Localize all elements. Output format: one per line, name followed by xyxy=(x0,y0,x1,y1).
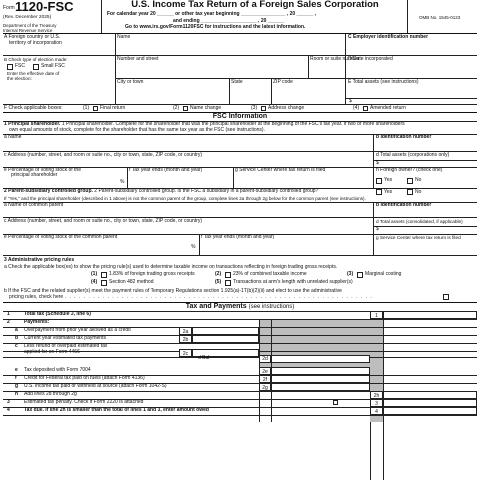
shareholder-service-center-label: g Service Center where tax return is filed xyxy=(235,167,326,173)
line-label: Credit for Federal tax paid on fuels (attach Form 4136) xyxy=(24,375,145,381)
room-label: Room or suite number xyxy=(310,56,360,62)
common-parent-address-label: c Address (number, street, and room or suite no., city or town, state, ZIP code, or country) xyxy=(4,218,203,224)
foreign-owner-yes-label: Yes xyxy=(384,177,393,183)
section-482-checkbox[interactable] xyxy=(101,280,107,286)
line-label: Add lines 2d through 2g xyxy=(24,391,77,397)
tax-line-2g xyxy=(3,383,477,391)
rule-23-checkbox[interactable] xyxy=(225,272,231,278)
tax-line-1 xyxy=(3,311,477,319)
foreign-owner-no-label: No xyxy=(415,177,422,183)
line-ref-2g: 2g xyxy=(259,383,271,391)
line-number: a xyxy=(15,327,18,333)
line-label: Less refund of overpaid estimated tax xyxy=(24,343,108,349)
line-amount-2h[interactable] xyxy=(383,391,477,399)
foreign-owner-no-checkbox[interactable] xyxy=(407,178,413,184)
shareholder-assets-dollar: $ xyxy=(376,160,379,166)
tax-line-2e xyxy=(3,367,477,375)
tax-line-2a xyxy=(3,327,477,335)
line-label: Payments: xyxy=(24,319,50,325)
controlled-group-instructions: If "Yes," and the principal shareholder (described in 1 above) is not the common parent of the group, complete lines 2a through 2g below for the common parent (see instructions). xyxy=(4,196,366,201)
rule-23-label: 23% of combined taxable income xyxy=(233,271,307,277)
form-title: U.S. Income Tax Return of a Foreign Sales Corporation xyxy=(131,0,379,10)
form-2220-checkbox[interactable] xyxy=(333,400,338,405)
line-ref-2e: 2e xyxy=(259,367,271,375)
line-label: Tax deposited with Form 7004 xyxy=(24,367,91,373)
line-label: Current year estimated tax payments xyxy=(24,335,106,341)
line-ref-2a: 2a xyxy=(179,327,192,335)
tax-line-2b xyxy=(3,335,477,343)
shareholder-id-label: b Identification number xyxy=(376,134,432,140)
line-number: c xyxy=(15,343,18,349)
line-label: U.S. income tax paid or withheld at source (attach Form 1042-S) xyxy=(24,383,167,389)
common-parent-tax-year-label: f Tax year ends (month and year) xyxy=(201,234,275,240)
form-1120-fsc: Form 1120-FSC (Rev. December 2025) Department of the Treasury Internal Revenue Service U.S. Income Tax Return of a Foreign Sales Corporation For calendar year 20 ______ or other tax year beginning ________________ , 20 ______ , and ending ____________________ , 20 ______ Go to www.irs.gov/Form1120FSC for instructions and the latest information. OMB No. 1545-0123 A Foreign country or U.S. territory of incorporation Name C Employer identification number B Check type of election made: FSC Small FSC Enter the effective date of the election: Number and street Room or suite number D Date incorporated City or town State ZIP code E Total assets (see instructions) $ F Check applicable boxes: (1) Final return (2) Name change (3) Address change (4) Amended return FSC Information 1 Principal shareholder. 1 Principal shareholder. Complete for the shareholder that was the principal shareholder at the beginning of the FSC's tax year. If two or more shareholders own equal amounts of stock, complete for the shareholder that has the same tax year as the FSC (see instructions). a Name b Identification number c Address (number, street, and room or suite no., city or town, state, ZIP code, or country) d Total assets (corporations only) $ e Percentage of voting stock of the principal shareholder % f Tax year ends (month and year) g Service Center where tax return is filed h Foreign owner? (check one) Yes No 2 Parent-subsidiary controlled group. 2 Parent-subsidiary controlled group. Is the FSC a subsidiary in a parent-subsidiary controlled group? Yes No If "Yes," and the principal shareholder (described in 1 above) is not the common parent of the group, complete lines 2a through 2g below for the common parent (see instructions). a Name of common parent b Identification number c Address (number, street, and room or suite no., city or town, state, ZIP code, or country) d Total assets (consolidated, if applicable) $ e Percentage of voting stock of the common parent % f Tax year ends (month and year) g Service Center where tax return is filed 3 Administrative pricing rules a Check the applicable box(es) to show the pricing rule(s) used to determine taxable income on transactions reflecting in foreign trading gross receipts. (1) 1.83% of foreign trading gross receipts (2) 23% of combined taxable income (3) Marginal costing (4) Section 482 method (5) Transactions at arm's length with unrelated supplier(s) b If the FSC and the related supplier(s) meet the payment rules of Temporary Regulations section 1.925(a)-1T(b)(2)(ii) and elect to use the administrative pricing rules, check here . . . . . . . . . . . . . . . . . . . . . . . . . . . . . . . . . . . . . . . . . . . . . . . . . . . . . . . . . . . . . . . . . Tax and Payments (see instructions) 1 Total tax (Schedule J, line 6) 1 2 Payments: a Overpayment from prior year allowed as a credit 2a b Current year estimated tax payments 2b c Less refund of overpaid estimated tax applied for on Form 4466 2c e Tax deposited with Form 7004 2e f Credit for Federal tax paid on fuels (attach Form 4136) 2f g U.S. income tax paid or withheld at source (attach Form 1042-S) 2g h Add lines 2d through 2g 2h 3 Estimated tax penalty. Check if Form 2220 is attached 3 4 Tax due. If line 2h is smaller than the total of lines 1 and 3, enter amount owed 4 d Bal 2d xyxy=(3,0,477,480)
common-parent-pct-sign: % xyxy=(191,244,196,250)
total-assets-dollar: $ xyxy=(349,98,352,104)
ein-label: C Employer identification number xyxy=(348,34,429,40)
line-label: Total tax (Schedule J, line 6) xyxy=(24,311,91,317)
fsc-information-heading: FSC Information xyxy=(212,112,268,120)
effective-date-label-2: the election: xyxy=(7,76,32,81)
balance-label: d Bal xyxy=(198,355,210,361)
common-parent-assets-dollar: $ xyxy=(376,226,379,232)
line-number: f xyxy=(15,375,17,381)
foreign-owner-yes-checkbox[interactable] xyxy=(376,178,382,184)
instructions-link[interactable]: Go to www.irs.gov/Form1120FSC for instructions and the latest information. xyxy=(125,24,306,30)
section-482-label: Section 482 method xyxy=(109,279,154,285)
tax-line-2h xyxy=(3,391,477,399)
controlled-group-yes-label: Yes xyxy=(384,188,393,195)
admin-pricing-election-2: pricing rules, check here . . . . . . . . . . . . . . . . . . . . . . . . . . . . . . . . . . . . . . . . . . . . . . . . . . . . . . . . . . . . . . . . . xyxy=(9,294,373,300)
line-2d-amount[interactable] xyxy=(271,355,370,363)
line-label: Tax due. If line 2h is smaller than the total of lines 1 and 3, enter amount owed xyxy=(24,407,209,413)
total-assets-label: E Total assets (see instructions) xyxy=(348,79,419,85)
line-amount-3[interactable] xyxy=(383,399,477,407)
foreign-country-label-2: territory of incorporation xyxy=(9,40,62,46)
line-number: 1 xyxy=(7,311,10,317)
arms-length-label: Transactions at arm's length with unrelated supplier(s) xyxy=(233,279,353,285)
address-change-checkbox[interactable] xyxy=(261,106,266,111)
tax-payments-heading: Tax and Payments (see instructions) xyxy=(185,302,295,310)
controlled-group-no-label: No xyxy=(415,188,422,195)
line-label: Overpayment from prior year allowed as a credit xyxy=(24,327,131,333)
revision-date: (Rev. December 2025) xyxy=(3,15,52,20)
line-number: e xyxy=(15,367,18,373)
tax-line-3 xyxy=(3,399,477,407)
admin-pricing-checkbox[interactable] xyxy=(443,294,449,300)
common-parent-service-center-label: g Service Center where tax return is filed xyxy=(376,235,461,240)
line-amount-2f[interactable] xyxy=(271,375,370,383)
foreign-country-label: A Foreign country or U.S. xyxy=(4,34,61,40)
name-label: Name xyxy=(117,34,131,40)
principal-shareholder-question: 1 Principal shareholder. 1 Principal shareholder. Complete for the shareholder that was the principal shareholder at the beginning of the FSC's tax year. If two or more shareholders xyxy=(4,121,405,127)
pricing-rules-instruction: a Check the applicable box(es) to show the pricing rule(s) used to determine taxable income on transactions reflecting in foreign trading gross receipts. xyxy=(4,264,338,270)
tax-line-4 xyxy=(3,407,477,415)
voting-stock-pct-label-2: principal shareholder xyxy=(11,172,58,178)
fsc-checkbox[interactable] xyxy=(7,64,13,70)
election-type-label: B Check type of election made: xyxy=(4,57,68,62)
line-ref-2c: 2c xyxy=(179,349,192,357)
tax-line-2f xyxy=(3,375,477,383)
line-label: applied for on Form 4466 xyxy=(24,349,80,355)
final-return-checkbox[interactable] xyxy=(93,106,98,111)
line-ref-1: 1 xyxy=(370,311,383,319)
small-fsc-checkbox[interactable] xyxy=(33,64,39,70)
irs-label: Internal Revenue Service xyxy=(3,28,53,33)
omb-number: OMB No. 1545-0123 xyxy=(419,15,461,20)
form-label: Form xyxy=(3,5,15,11)
line-2d-ref: 2d xyxy=(259,355,271,363)
line-amount-2a[interactable] xyxy=(192,327,259,335)
line-number: h xyxy=(15,391,19,397)
check-boxes-label: F Check applicable boxes: xyxy=(4,105,63,111)
line-amount-2g[interactable] xyxy=(271,383,370,391)
fsc-label: FSC xyxy=(15,63,25,69)
line-number: g xyxy=(15,383,19,389)
small-fsc-label: Small FSC xyxy=(41,63,65,69)
line-ref-4: 4 xyxy=(370,407,383,415)
arms-length-checkbox[interactable] xyxy=(225,280,231,286)
line-number: b xyxy=(15,335,19,341)
line-amount-4[interactable] xyxy=(383,407,477,415)
tax-line-row-1 xyxy=(3,319,477,327)
calendar-year-line[interactable]: For calendar year 20 ______ or other tax year beginning ________________ , 20 ______ , xyxy=(107,11,317,17)
line-number: 2 xyxy=(7,319,10,325)
rule-183-checkbox[interactable] xyxy=(101,272,107,278)
amended-return-label: Amended return xyxy=(370,105,406,111)
form-number: 1120-FSC xyxy=(15,0,74,14)
common-parent-name-label: a Name of common parent xyxy=(4,202,64,208)
zip-label: ZIP code xyxy=(273,79,293,85)
tax-line-2c xyxy=(3,349,477,357)
line-number: 4 xyxy=(7,407,10,413)
line-amount-2e[interactable] xyxy=(271,367,370,375)
name-change-label: Name change xyxy=(190,105,222,111)
marginal-costing-checkbox[interactable] xyxy=(357,272,363,278)
date-incorporated-label: D Date incorporated xyxy=(348,56,393,62)
address-change-label: Address change xyxy=(268,105,305,111)
line-amount-2b[interactable] xyxy=(192,335,259,343)
line-number: 3 xyxy=(7,399,10,405)
line-amount-1[interactable] xyxy=(383,311,477,319)
tax-year-end-line[interactable]: and ending ____________________ , 20 ______ xyxy=(173,17,285,24)
treasury-dept: Department of the Treasury xyxy=(3,23,57,28)
name-change-checkbox[interactable] xyxy=(183,106,188,111)
rule-183-label: 1.83% of foreign trading gross receipts xyxy=(109,271,195,277)
shareholder-tax-year-label: f Tax year ends (month and year) xyxy=(129,167,203,173)
voting-stock-pct-label: e Percentage of voting stock of the xyxy=(4,167,81,173)
amended-return-checkbox[interactable] xyxy=(363,106,368,111)
line-ref-2h: 2h xyxy=(370,391,383,399)
foreign-owner-label: h Foreign owner? (check one) xyxy=(376,167,443,173)
marginal-costing-label: Marginal costing xyxy=(365,271,402,277)
common-parent-assets-label: d Total assets (consolidated, if applicable) xyxy=(376,219,463,224)
common-parent-id-label: b Identification number xyxy=(376,202,432,208)
line-label: Estimated tax penalty. Check if Form 2220 is attached xyxy=(24,399,144,405)
line-ref-2b: 2b xyxy=(179,335,192,343)
effective-date-label: Enter the effective date of xyxy=(7,71,60,76)
shareholder-name-label: a Name xyxy=(4,134,22,140)
principal-shareholder-question-2: own equal amounts of stock, complete for the shareholder that has the same tax year as the FSC (see instructions). xyxy=(9,127,265,133)
shareholder-assets-label: d Total assets (corporations only) xyxy=(376,152,450,158)
line-ref-3: 3 xyxy=(370,399,383,407)
state-label: State xyxy=(231,79,243,85)
common-parent-voting-label: e Percentage of voting stock of the common parent xyxy=(4,234,118,240)
voting-stock-pct-sign: % xyxy=(120,179,125,185)
city-label: City or town xyxy=(117,79,144,85)
admin-pricing-election: b If the FSC and the related supplier(s) meet the payment rules of Temporary Regulations section 1.925(a)-1T(b)(2)(ii) and elect to use the administrative xyxy=(4,288,342,294)
pricing-rules-heading: 3 Administrative pricing rules xyxy=(4,257,75,263)
street-label: Number and street xyxy=(117,56,159,62)
controlled-group-no-checkbox[interactable] xyxy=(407,189,413,195)
shareholder-address-label: c Address (number, street, and room or suite no., city or town, state, ZIP code, or country) xyxy=(4,152,203,158)
final-return-label: Final return xyxy=(100,105,126,111)
line-ref-2f: 2f xyxy=(259,375,271,383)
controlled-group-question: 2 Parent-subsidiary controlled group. 2 Parent-subsidiary controlled group. Is the FSC a subsidiary in a parent-subsidiary controlled group? xyxy=(4,188,319,194)
controlled-group-yes-checkbox[interactable] xyxy=(376,189,382,195)
